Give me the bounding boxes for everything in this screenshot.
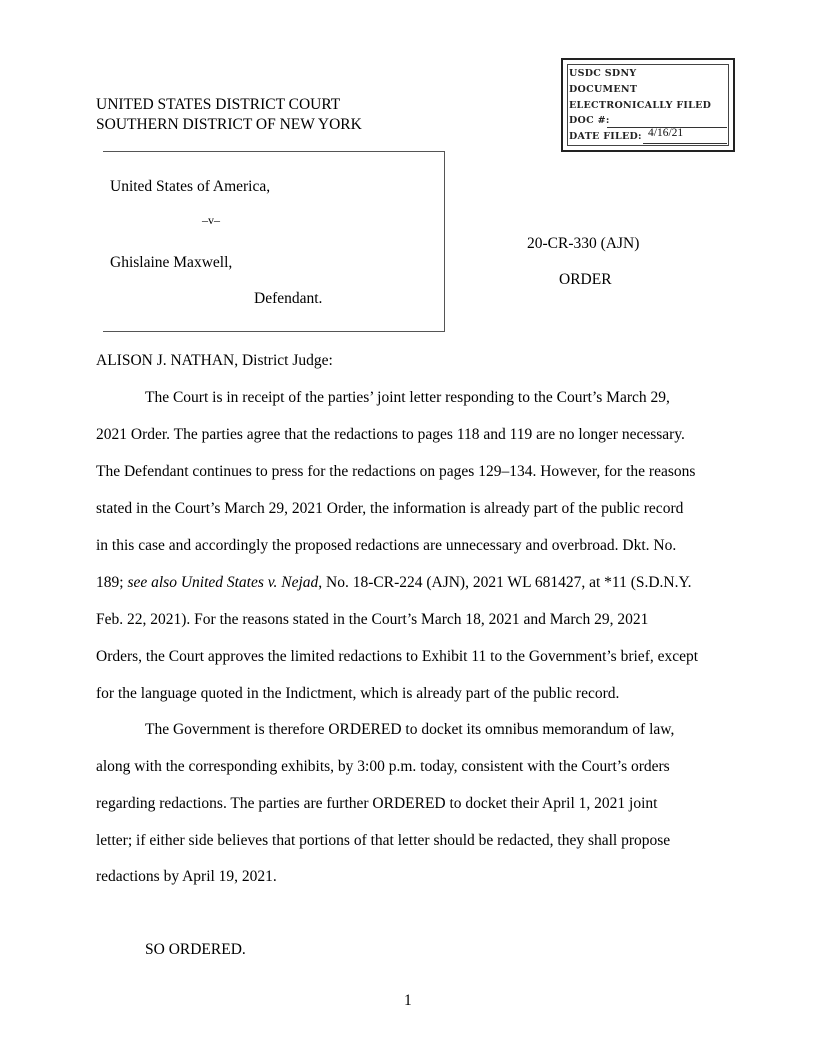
judge-line: ALISON J. NATHAN, District Judge: <box>96 352 333 369</box>
stamp-line-electronically-filed: ELECTRONICALLY FILED <box>569 100 712 111</box>
filing-stamp <box>561 58 735 152</box>
caption-plaintiff: United States of America, <box>110 178 271 195</box>
caption-defendant-label: Defendant. <box>254 290 323 307</box>
so-ordered: SO ORDERED. <box>145 941 246 958</box>
body-text: 189; <box>96 574 128 591</box>
stamp-date-value: 4/16/21 <box>648 127 684 139</box>
body-line-with-citation <box>96 574 692 592</box>
stamp-date-rule <box>643 143 727 144</box>
case-number: 20-CR-330 (AJN) <box>527 235 640 252</box>
body-line: for the language quoted in the Indictment, which is already part of the public record. <box>96 685 620 702</box>
body-line: in this case and accordingly the proposed redactions are unnecessary and overbroad. Dkt. No. <box>96 537 677 554</box>
stamp-line-usdc: USDC SDNY <box>569 68 637 79</box>
body-line: stated in the Court’s March 29, 2021 Order, the information is already part of the public record <box>96 500 684 517</box>
stamp-line-date-filed: DATE FILED: <box>569 131 642 142</box>
stamp-line-doc-number: DOC #: <box>569 115 610 126</box>
body-line: Feb. 22, 2021). For the reasons stated in the Court’s March 18, 2021 and March 29, 2021 <box>96 611 649 628</box>
document-type: ORDER <box>559 271 612 288</box>
body-line: redactions by April 19, 2021. <box>96 868 277 885</box>
body-text: , No. 18-CR-224 (AJN), 2021 WL 681427, at *11 (S.D.N.Y. <box>318 574 692 591</box>
page-number: 1 <box>404 992 412 1009</box>
caption-versus: –v– <box>202 213 220 227</box>
body-line: The Court is in receipt of the parties’ joint letter responding to the Court’s March 29, <box>145 389 670 406</box>
body-line: along with the corresponding exhibits, by 3:00 p.m. today, consistent with the Court’s orders <box>96 758 670 775</box>
body-line: Orders, the Court approves the limited redactions to Exhibit 11 to the Government’s brief, except <box>96 648 699 665</box>
court-name-line-1: UNITED STATES DISTRICT COURT <box>96 96 341 113</box>
body-line: The Government is therefore ORDERED to docket its omnibus memorandum of law, <box>145 721 675 738</box>
body-line: The Defendant continues to press for the redactions on pages 129–134. However, for the reasons <box>96 463 696 480</box>
body-line: letter; if either side believes that portions of that letter should be redacted, they shall propose <box>96 832 671 849</box>
stamp-line-document: DOCUMENT <box>569 84 638 95</box>
caption-right-rule <box>444 151 445 331</box>
caption-top-rule <box>103 151 445 152</box>
case-citation-italic: see also United States v. Nejad <box>127 574 319 591</box>
body-line: regarding redactions. The parties are further ORDERED to docket their April 1, 2021 joint <box>96 795 658 812</box>
caption-defendant-name: Ghislaine Maxwell, <box>110 254 233 271</box>
court-name-line-2: SOUTHERN DISTRICT OF NEW YORK <box>96 116 362 133</box>
body-line: 2021 Order. The parties agree that the redactions to pages 118 and 119 are no longer necessary. <box>96 426 685 443</box>
caption-bottom-rule <box>103 331 445 332</box>
